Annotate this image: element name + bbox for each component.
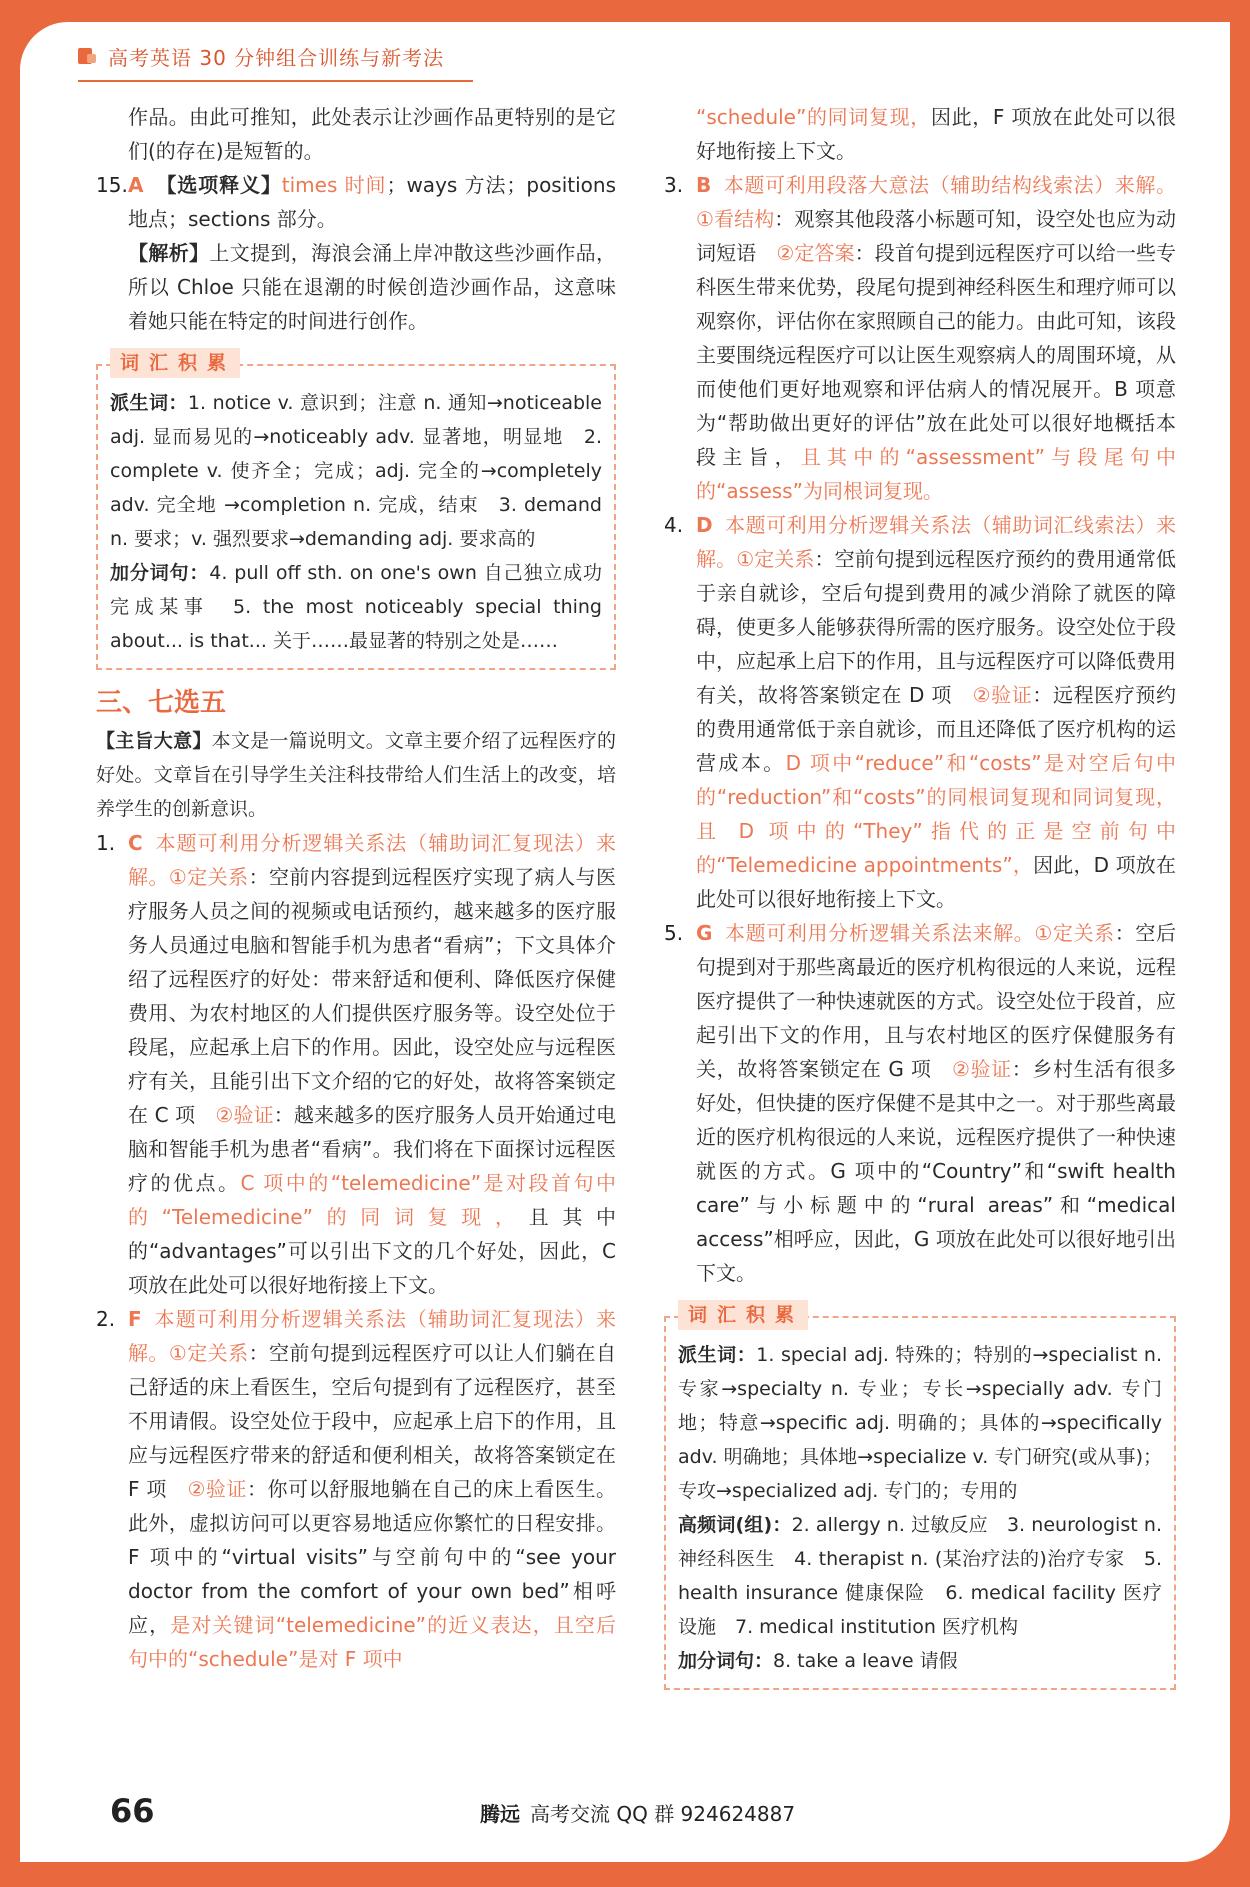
step2-label: ②验证 [187,1477,247,1501]
vocab-box-1 [96,352,616,670]
step1-text: ：空前句提到远程医疗可以让人们躺在自己舒适的床上看医生，空后句提到有了远程医疗，甚至不用请假。设空处位于段中，应起承上启下的作用，且应与远程医疗带来的舒适和便利相关，故将答案锁定在 F 项 [128,1341,616,1501]
highlight-text: “schedule”的同词复现， [696,105,931,129]
option-label: 【选项释义】 [155,173,282,197]
step1-label: ①看结构 [696,207,775,231]
step2-text: ：段首句提到远程医疗可以给一些专科医生带来优势，段尾句提到神经科医生和理疗师可以观察你，评估你在家照顾自己的能力。由此可知，该段主要围绕远程医疗可以让医生观察病人的周围环境，从而使他们更好地观察和评估病人的情况展开。B 项意为“帮助做出更好的评估”放在此处可以很好地概括本段主旨， [696,241,1177,469]
step2-label: ②验证 [972,683,1033,707]
highlight-text: C 项中的“telemedicine”是对段首句中的“Telemedicine”的同词复现， [128,1171,617,1229]
step2-text: ：你可以舒服地躺在自己的床上看医生。此外，虚拟访问可以更容易地适应你繁忙的日程安排。F 项中的“virtual visits”与空前句中的“see your doctor from the comfort of your own bed”相呼应， [128,1477,616,1637]
step2-text: ：远程医疗预约的费用通常低于亲自就诊，而且还降低了医疗机构的运营成本。 [696,683,1176,775]
question-number: 2. [96,1307,116,1331]
page-number: 66 [110,1792,155,1830]
summary-text: 本文是一篇说明文。文章主要介绍了远程医疗的好处。文章旨在引导学生关注科技带给人们生活上的改变，培养学生的创新意识。 [96,730,616,820]
method-text: 本题可利用段落大意法（辅助结构线索法）来解。 [723,173,1176,197]
bonus-text: 4. pull off sth. on one's own 自己独立成功完成某事 5. the most noticeably special thing about... is that... 关于……最显著的特别之处是…… [110,562,602,652]
vocab-title: 词汇积累 [678,1300,808,1330]
top-orange-strip [0,0,1250,18]
question-number: 3. [664,173,684,197]
header-title: 高考英语 30 分钟组合训练与新考法 [108,45,445,70]
vocab-box-2 [664,1304,1176,1690]
bonus-text: 8. take a leave 请假 [773,1650,958,1672]
step2-label: ②验证 [952,1057,1012,1081]
page-footer [110,1792,1210,1832]
answer-letter: G [696,921,713,945]
intro-paragraph: 作品。由此可推知，此处表示让沙画作品更特别的是它们(的存在)是短暂的。 [128,105,616,163]
step1-text: ：空后句提到对于那些离最近的医疗机构很远的人来说，远程医疗提供了一种快速就医的方式。设空处位于段首，应起引出下文的作用，且与农村地区的医疗保健服务有关，故将答案锁定在 G 项 [696,921,1177,1081]
highlight-text: 且其中的“assessment”与段尾句中的“assess”为同根词复现。 [696,445,1176,503]
question-15 [96,168,616,236]
question-3 [664,168,1176,508]
derive-label: 派生词： [678,1344,757,1366]
method-text: 本题可利用分析逻辑关系法（辅助词汇线索法）来解。 [696,513,1176,571]
question-number: 15. [96,173,128,197]
section-title: 三、七选五 [96,688,227,718]
question-4 [664,508,1176,916]
derive-label: 派生词： [110,392,188,414]
answer-letter: D [696,513,713,537]
summary-label: 【主旨大意】 [96,730,212,752]
summary [96,724,616,826]
method-text: 本题可利用分析逻辑关系法来解。 [724,921,1035,945]
step1-label: ①定关系 [168,865,249,889]
left-column [96,100,616,1676]
answer-letter: F [128,1307,142,1331]
question-1 [96,826,616,1302]
page-header [78,36,444,76]
body-text: 因此，F 项放在此处可以很好地衔接上下文。 [696,105,1176,163]
analysis-label: 【解析】 [128,241,210,265]
question-number: 4. [664,513,684,537]
step1-text: ：空前内容提到远程医疗实现了病人与医疗服务人员之间的视频或电话预约，越来越多的医疗服务人员通过电脑和智能手机为患者“看病”；下文具体介绍了远程医疗的好处：带来舒适和便利、降低医疗保健费用、为农村地区的人们提供医疗服务等。设空处位于段尾，应起承上启下的作用。因此，设空处应与远程医疗有关，且能引出下文介绍的它的好处，故将答案锁定在 C 项 [128,865,616,1127]
step2-text: ：越来越多的医疗服务人员开始通过电脑和智能手机为患者“看病”。我们将在下面探讨远程医疗的优点。 [128,1103,616,1195]
step1-label: ①定关系 [168,1341,249,1365]
step1-text: ：观察其他段落小标题可知，设空处也应为动词短语 [696,207,1177,265]
answer-letter: A [128,173,144,197]
option-a-text: times 时间 [281,173,387,197]
answer-letter: C [128,831,143,855]
question-number: 1. [96,831,116,855]
highlight-text: D 项中“reduce”和“costs”是对空后句中的“reduction”和“costs”的同根词复现和同词复现，且 D 项中的“They”指代的正是空前句中的“Telemedicine appointments”， [696,751,1176,877]
footer-text: 高考交流 QQ 群 924624887 [530,1802,796,1826]
derive-text: 1. notice v. 意识到；注意 n. 通知→noticeable adj. 显而易见的→noticeably adv. 显著地，明显地 2. complete v. 使齐全；完成；adj. 完全的→completely adv. 完全地 →completion n. 完成，结束 3. demand n. 要求；v. 强烈要求→demanding adj. 要求高的 [110,392,602,550]
question-15-analysis [96,236,616,338]
method-text: 本题可利用分析逻辑关系法（辅助词汇复现法）来解。 [128,831,616,889]
frequency-label: 高频词(组)： [678,1514,792,1536]
right-column [664,100,1176,1706]
question-2-continued [664,100,1176,168]
step1-label: ①定关系 [736,547,815,571]
step2-text: ：乡村生活有很多好处，但快捷的医疗保健不是其中之一。对于那些离最近的医疗机构很远的人来说，远程医疗提供了一种快速就医的方式。G 项中的“Country”和“swift health care”与小标题中的“rural areas”和“medical access”相呼应，因此，G 项放在此处可以很好地引出下文。 [696,1057,1177,1285]
header-underline [78,80,473,82]
step1-text: ：空前句提到远程医疗预约的费用通常低于亲自就诊，空后句提到费用的减少消除了就医的障碍，使更多人能够获得所需的医疗服务。设空处位于段中，应起承上启下的作用，且与远程医疗可以降低费用有关，故将答案锁定在 D 项 [696,547,1177,707]
step2-label: ②验证 [215,1103,274,1127]
analysis-text: 上文提到，海浪会涌上岸冲散这些沙画作品，所以 Chloe 只能在退潮的时候创造沙画作品，这意味着她只能在特定的时间进行创作。 [128,241,617,333]
option-rest-text: ；ways 方法；positions 地点；sections 部分。 [128,173,617,231]
tail-text: 且其中的“advantages”可以引出下文的几个好处，因此，C 项放在此处可以很好地衔接上下文。 [128,1205,616,1297]
frequency-text: 2. allergy n. 过敏反应 3. neurologist n. 神经科医生 4. therapist n. (某治疗法的)治疗专家 5. health insurance 健康保险 6. medical facility 医疗设施 7. medical institution 医疗机构 [678,1514,1162,1638]
bonus-label: 加分词句： [678,1650,774,1672]
book-icon [78,46,98,66]
step1-label: ①定关系 [1034,921,1115,945]
step2-label: ②定答案 [776,241,855,265]
derive-text: 1. special adj. 特殊的；特别的→specialist n. 专家→specialty n. 专业；专长→specially adv. 专门地；特意→specific adj. 明确的；具体的→specifically adv. 明确地；具体地→specialize v. 专门研究(或从事)；专攻→specialized adj. 专门的；专用的 [678,1344,1162,1502]
answer-letter: B [696,173,712,197]
question-number: 5. [664,921,684,945]
method-text: 本题可利用分析逻辑关系法（辅助词汇复现法）来解。 [128,1307,616,1365]
vocab-title: 词汇积累 [110,348,240,378]
tail-text: 因此，D 项放在此处可以很好地衔接上下文。 [696,853,1176,911]
question-5 [664,916,1176,1290]
footer-brand: 腾远 [480,1802,520,1826]
bonus-label: 加分词句： [110,562,210,584]
question-2 [96,1302,616,1676]
highlight-text: 是对关键词“telemedicine”的近义表达，且空后句中的“schedule”是对 F 项中 [128,1613,616,1671]
